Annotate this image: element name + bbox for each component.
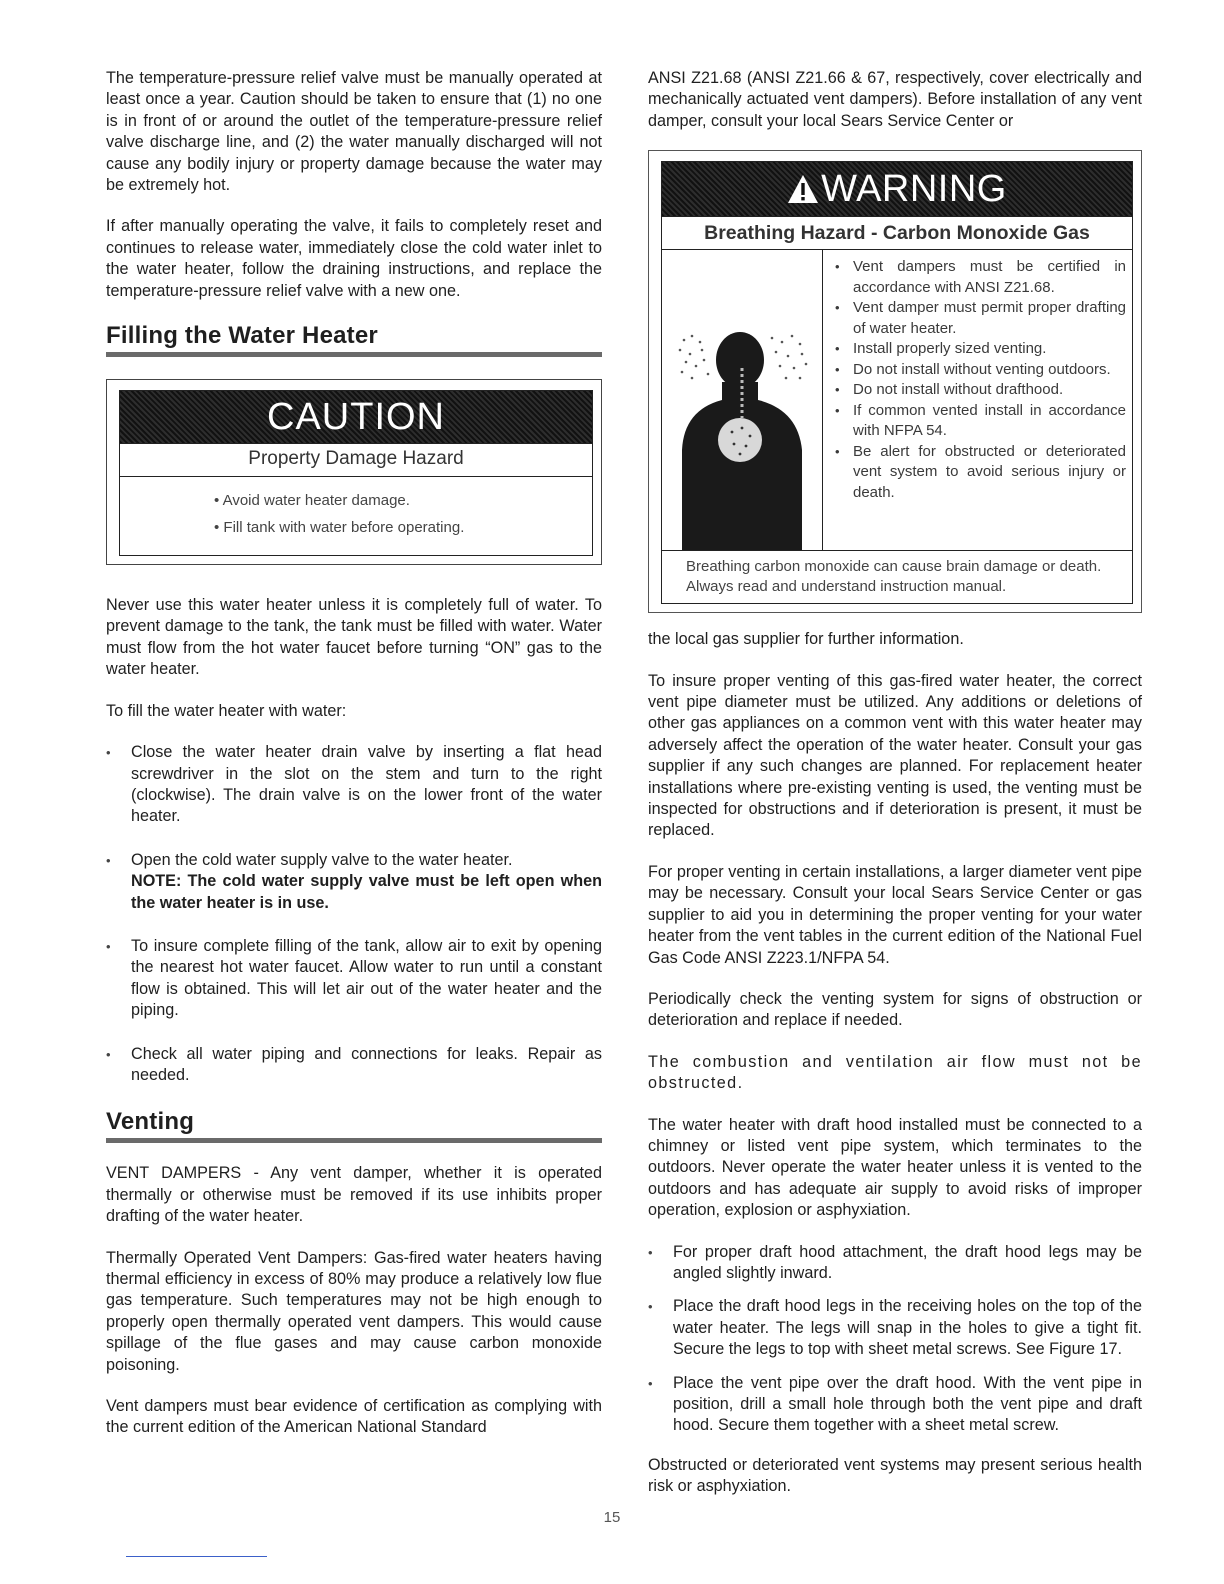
list-item: • Do not install without venting outdoors. [833,360,1126,381]
larger-diameter-paragraph: For proper venting in certain installations, a larger diameter vent pipe may be necessary. Consult your local Sears Service Center or gas supplier to aid you in determining the proper venting for your water heater from the vent tables in the current edition of the National Fuel Gas Code ANSI Z223.1/NFPA 54. [648,862,1142,967]
warning-subtitle: Breathing Hazard - Carbon Monoxide Gas [662,216,1132,250]
caution-item: • Avoid water heater damage. [214,492,410,510]
warning-triangle-icon [787,174,819,204]
list-item: • If common vented install in accordance with NFPA 54. [833,401,1126,442]
list-item: • To insure complete filling of the tank, allow air to exit by opening the nearest hot water faucet. Allow water to run until a constant flow is obtained. This will let air out of the water heater and the piping. [106,936,602,1022]
full-of-water-paragraph: Never use this water heater unless it is completely full of water. To prevent damage to the tank, the tank must be filled with water. Water must flow from the hot water faucet before turning “ON” gas to the water heater. [106,596,602,679]
warning-items-list [823,250,1132,550]
list-item: • Install properly sized venting. [833,339,1126,360]
draft-hood-paragraph: The water heater with draft hood installed must be connected to a chimney or listed vent pipe system, which terminates to the outdoors. Never operate the water heater unless it is vented to the outdoors and has adequate air supply to avoid risks of improper operation, explosion or asphyxiation. [648,1115,1142,1220]
health-risk-paragraph: Obstructed or deteriorated vent systems may present serious health risk or asphyxiation. [648,1455,1142,1496]
proper-venting-paragraph: To insure proper venting of this gas-fired water heater, the correct vent pipe diameter must be utilized. Any additions or deletions of other gas appliances on a common vent with this water heater may adversely affect the operation of the water heater. Consult your gas supplier if any such changes are planned. For replacement heater installations where pre-existing venting is used, the venting must be inspected for obstructions and if deterioration is present, it must be replaced. [648,671,1142,840]
caution-title: CAUTION [267,396,445,439]
right-column [648,68,1142,1518]
list-item: • Check all water piping and connections for leaks. Repair as needed. [106,1044,602,1087]
list-item: • Be alert for obstructed or deteriorated vent system to avoid serious injury or death. [833,442,1126,504]
ansi-paragraph: ANSI Z21.68 (ANSI Z21.66 & 67, respectively, cover electrically and mechanically actuated vent dampers). Before installation of any vent damper, consult your local Sears Service Center or [648,69,1142,130]
list-item: • Open the cold water supply valve to the water heater. NOTE: The cold water supply valve must be left open when the water heater is in use. [106,850,602,914]
air-flow-paragraph: The combustion and ventilation air flow must not be obstructed. [648,1052,1142,1093]
draft-hood-steps-list [648,1242,1142,1437]
list-item: • Place the vent pipe over the draft hood. With the vent pipe in position, drill a small hole through both the vent pipe and draft hood. Secure them together with a sheet metal screw. [648,1373,1142,1437]
vent-dampers-paragraph: VENT DAMPERS - Any vent damper, whether it is operated thermally or otherwise must be removed if its use inhibits proper drafting of the water heater. [106,1164,602,1226]
list-item: • Close the water heater drain valve by inserting a flat head screwdriver in the slot on the stem and turn to the right (clockwise). The drain valve is on the lower front of the water heater. [106,742,602,828]
fill-intro-paragraph: To fill the water heater with water: [106,701,347,720]
caution-banner [120,391,592,443]
gas-supplier-paragraph: the local gas supplier for further information. [648,630,964,649]
caution-box [106,379,602,565]
warning-banner [662,162,1132,216]
thermal-dampers-paragraph: Thermally Operated Vent Dampers: Gas-fired water heaters having thermal efficiency in excess of 80% may produce a relatively low flue gas temperature. Such temperatures may not be high enough to properly open thermally operated vent dampers. This would cause spillage of the flue gases and may cause carbon monoxide poisoning. [106,1248,602,1374]
periodic-check-paragraph: Periodically check the venting system for signs of obstruction or deterioration and replace if needed. [648,989,1142,1030]
list-item: • Vent dampers must be certified in accordance with ANSI Z21.68. [833,257,1126,298]
certification-paragraph: Vent dampers must bear evidence of certification as complying with the current edition of the American National Standard [106,1397,602,1437]
divider-line [126,1556,267,1557]
reset-failure-paragraph: If after manually operating the valve, it fails to completely reset and continues to release water, immediately close the cold water inlet to the water heater, follow the draining instructions, and replace the temperature-pressure relief valve with a new one. [106,217,602,300]
list-item: • Vent damper must permit proper drafting of water heater. [833,298,1126,339]
fill-steps-list [106,742,602,1086]
relief-valve-paragraph: The temperature-pressure relief valve must be manually operated at least once a year. Caution should be taken to ensure that (1) no one is in front of or around the outlet of the temperature-pressure relief valve discharge line, and (2) the water manually discharged will not cause any bodily injury or property damage because the water may be extremely hot. [106,69,602,195]
warning-footer: Breathing carbon monoxide can cause brain damage or death. Always read and understand instruction manual. [686,558,1102,596]
page-number: 15 [603,1509,621,1526]
section-heading-venting: Venting [106,1108,602,1143]
note-text: NOTE: The cold water supply valve must be left open when the water heater is in use. [131,872,602,912]
list-item: • For proper draft hood attachment, the draft hood legs may be angled slightly inward. [648,1242,1142,1285]
caution-subtitle: Property Damage Hazard [120,443,592,477]
caution-item: • Fill tank with water before operating. [214,519,465,537]
list-item: • Place the draft hood legs in the receiving holes on the top of the water heater. The legs will snap in the holes to give a tight fit. Secure the legs to top with sheet metal screws. See Figure 17. [648,1296,1142,1360]
caution-items [120,477,592,555]
person-inhaling-gas-icon [662,250,823,550]
warning-title: WARNING [821,168,1007,211]
left-column [106,68,602,1459]
warning-box [648,150,1142,613]
list-item: • Do not install without drafthood. [833,380,1126,401]
section-heading-filling: Filling the Water Heater [106,322,602,357]
